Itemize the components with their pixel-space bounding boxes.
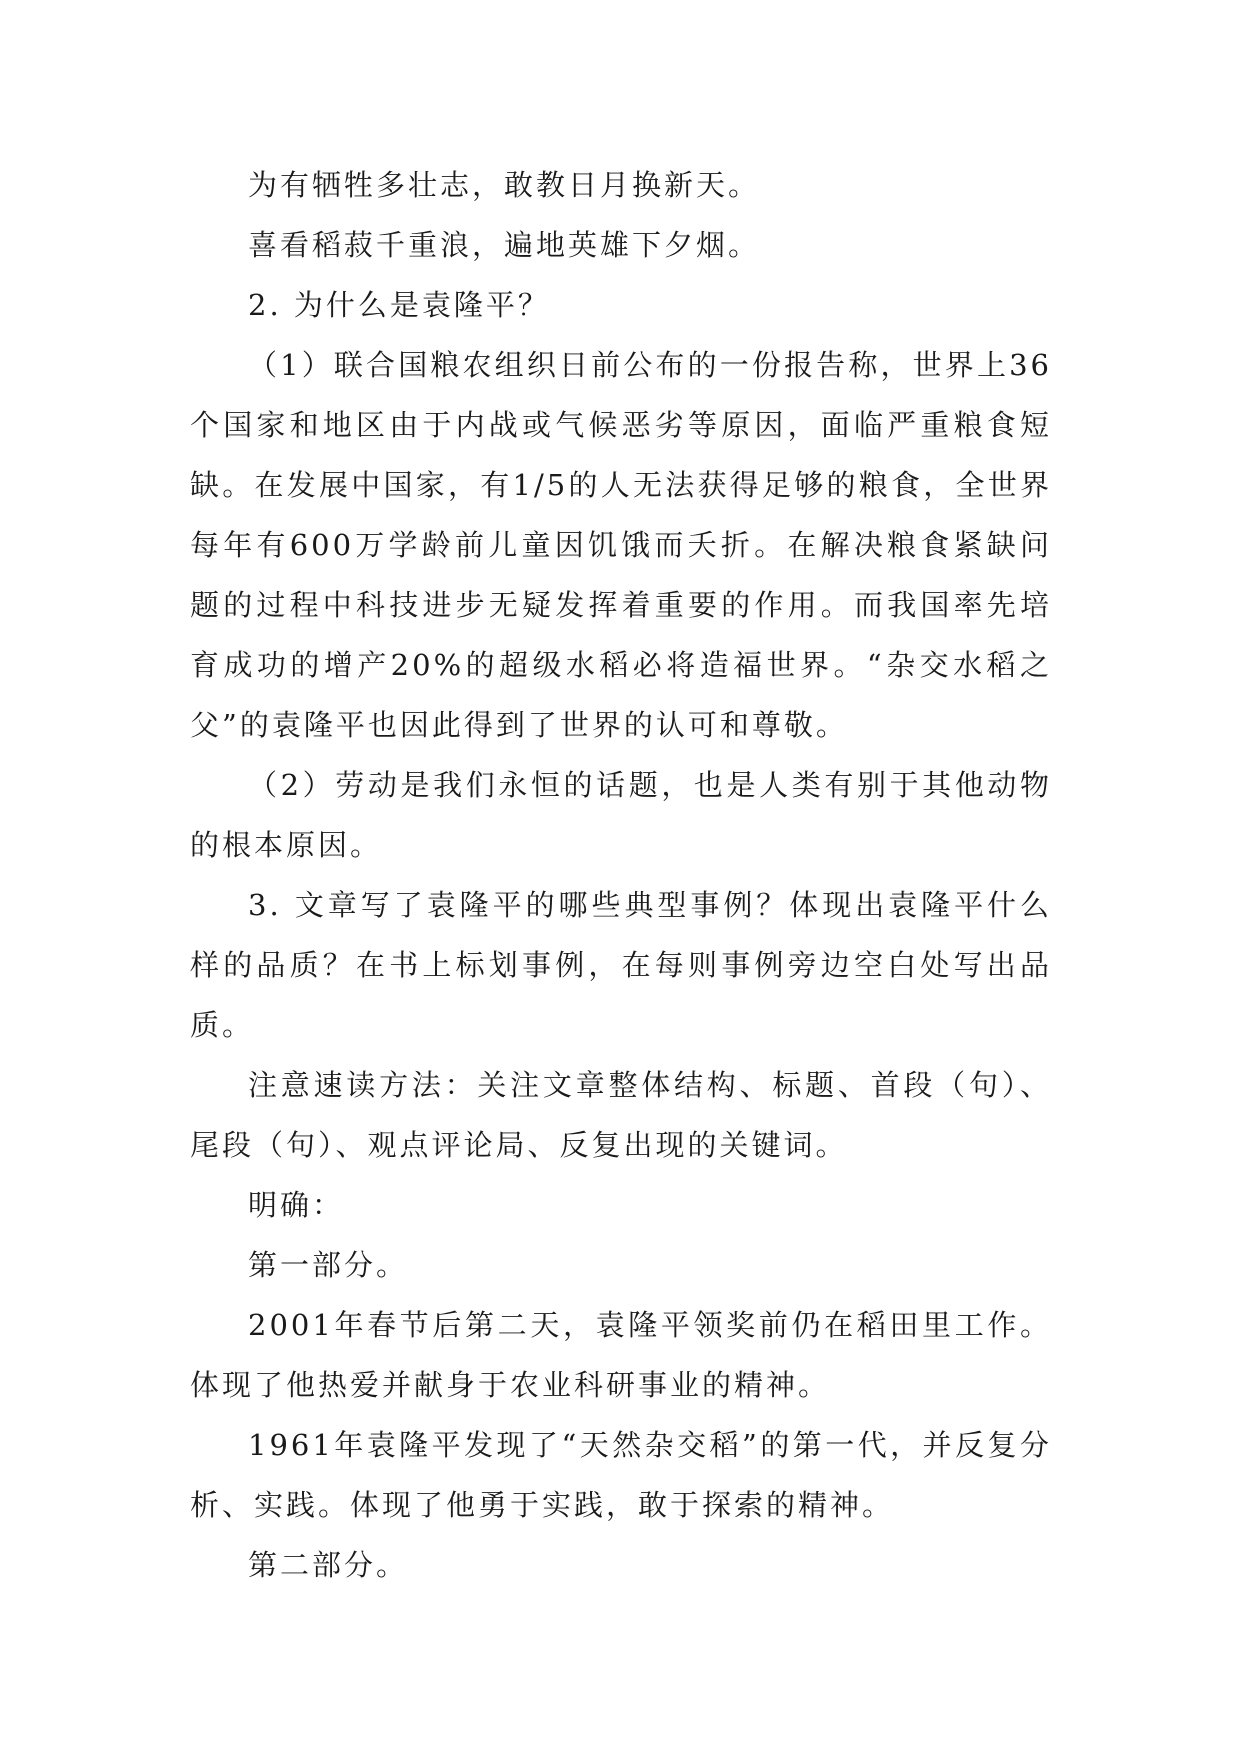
- poem-line: 喜看稻菽千重浪，遍地英雄下夕烟。: [248, 228, 761, 262]
- reading-method-note: 注意速读方法：关注文章整体结构、标题、首段（句）、尾段（句）、观点评论局、反复出现的关键词。: [190, 1068, 1052, 1162]
- answer-paragraph: （2）劳动是我们永恒的话题，也是人类有别于其他动物的根本原因。: [190, 768, 1052, 862]
- poem-line: 为有牺牲多壮志，敢教日月换新天。: [248, 168, 761, 202]
- section-heading: 第二部分。: [248, 1548, 409, 1582]
- answer-label: 明确：: [248, 1188, 345, 1222]
- question-heading: 2. 为什么是袁隆平？: [248, 288, 550, 322]
- section-heading: 第一部分。: [248, 1248, 409, 1282]
- event-paragraph: 2001年春节后第二天，袁隆平领奖前仍在稻田里工作。体现了他热爱并献身于农业科研事业的精神。: [190, 1308, 1052, 1402]
- question-paragraph: 3. 文章写了袁隆平的哪些典型事例？体现出袁隆平什么样的品质？在书上标划事例，在每则事例旁边空白处写出品质。: [190, 888, 1052, 1042]
- document-page: [190, 155, 1052, 1595]
- answer-paragraph: （1）联合国粮农组织日前公布的一份报告称，世界上36个国家和地区由于内战或气候恶劣等原因，面临严重粮食短缺。在发展中国家，有1/5的人无法获得足够的粮食，全世界每年有600万学龄前儿童因饥饿而夭折。在解决粮食紧缺问题的过程中科技进步无疑发挥着重要的作用。而我国率先培育成功的增产20%的超级水稻必将造福世界。“杂交水稻之父”的袁隆平也因此得到了世界的认可和尊敬。: [190, 348, 1052, 742]
- event-paragraph: 1961年袁隆平发现了“天然杂交稻”的第一代，并反复分析、实践。体现了他勇于实践，敢于探索的精神。: [190, 1428, 1052, 1522]
